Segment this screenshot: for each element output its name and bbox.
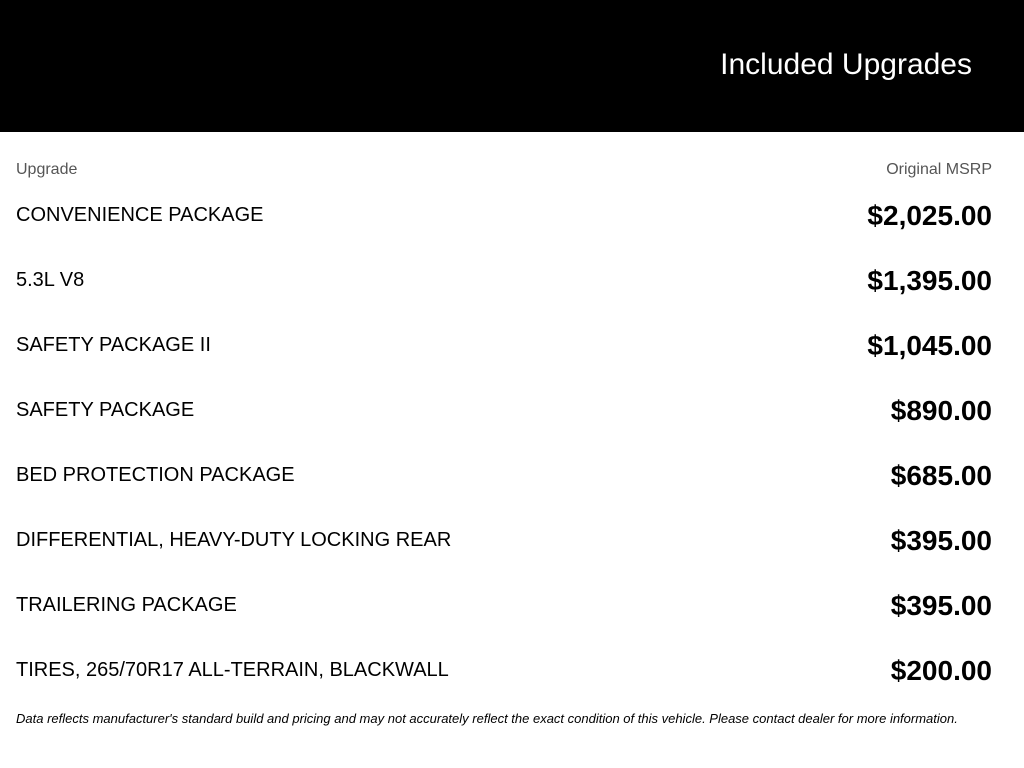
upgrade-price: $2,025.00	[867, 199, 992, 231]
table-row	[16, 378, 992, 443]
table-row	[16, 248, 992, 313]
upgrade-price: $200.00	[890, 654, 992, 686]
upgrade-name: DIFFERENTIAL, HEAVY-DUTY LOCKING REAR	[16, 529, 452, 551]
upgrade-price: $685.00	[890, 459, 992, 491]
upgrade-price: $1,045.00	[867, 329, 992, 361]
upgrades-table	[0, 161, 1024, 726]
upgrade-name: TRAILERING PACKAGE	[16, 594, 237, 616]
upgrade-name: CONVENIENCE PACKAGE	[16, 204, 264, 226]
table-row	[16, 638, 992, 703]
column-header-upgrade: Upgrade	[16, 161, 78, 178]
upgrade-name: 5.3L V8	[16, 269, 85, 291]
table-row	[16, 443, 992, 508]
table-row	[16, 313, 992, 378]
upgrade-price: $1,395.00	[867, 264, 992, 296]
upgrade-name: BED PROTECTION PACKAGE	[16, 464, 295, 486]
table-row	[16, 183, 992, 248]
table-row	[16, 573, 992, 638]
upgrade-name: TIRES, 265/70R17 ALL-TERRAIN, BLACKWALL	[16, 659, 449, 681]
upgrade-name: SAFETY PACKAGE	[16, 399, 195, 421]
upgrade-name: SAFETY PACKAGE II	[16, 334, 211, 356]
page-title: Included Upgrades	[720, 48, 972, 81]
upgrade-price: $395.00	[890, 589, 992, 621]
header-banner	[0, 0, 1024, 132]
upgrade-price: $890.00	[890, 394, 992, 426]
column-headers	[16, 161, 992, 179]
disclaimer-text: Data reflects manufacturer's standard build and pricing and may not accurately reflect the exact condition of this vehicle. Please contact dealer for more information.	[16, 711, 958, 726]
column-header-msrp: Original MSRP	[886, 161, 992, 178]
upgrade-price: $395.00	[890, 524, 992, 556]
upgrade-rows	[16, 183, 992, 703]
table-row	[16, 508, 992, 573]
